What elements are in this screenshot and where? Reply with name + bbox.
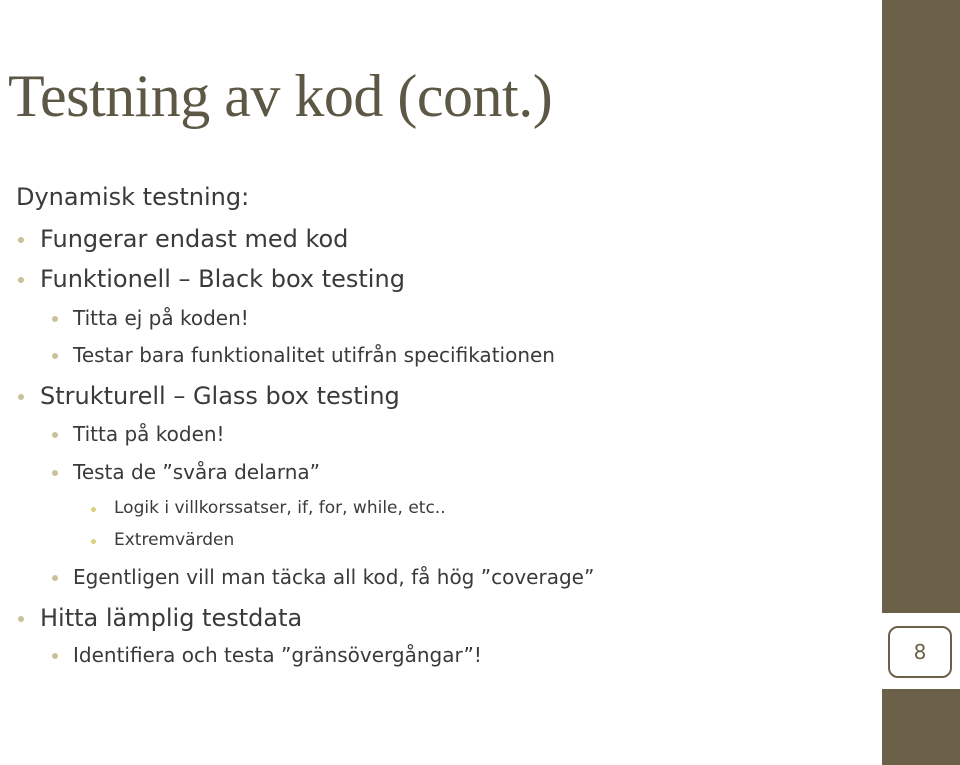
bullet-dot-icon <box>52 432 58 438</box>
bullet-line-level-3: Logik i villkorssatser, if, for, while, etc.. <box>114 498 446 518</box>
bullet-line-level-2: Testar bara funktionalitet utifrån specifikationen <box>73 343 555 367</box>
bullet-line-level-2: Titta ej på koden! <box>73 306 249 330</box>
bullet-dot-icon <box>52 653 58 659</box>
bullet-dot-icon <box>18 394 24 400</box>
page-number: 8 <box>888 626 952 678</box>
bullet-line-level-2: Egentligen vill man täcka all kod, få hög ”coverage” <box>73 565 595 589</box>
bullet-dot-icon <box>91 539 96 544</box>
bullet-dot-icon <box>18 237 24 243</box>
bullet-line-level-1: Hitta lämplig testdata <box>40 604 303 632</box>
bullet-dot-icon <box>52 316 58 322</box>
bullet-line-level-1: Funktionell – Black box testing <box>40 265 405 293</box>
slide-title: Testning av kod (cont.) <box>8 63 553 129</box>
bullet-dot-icon <box>18 616 24 622</box>
bullet-dot-icon <box>91 507 96 512</box>
bullet-line-level-1: Strukturell – Glass box testing <box>40 382 400 410</box>
bullet-dot-icon <box>18 277 24 283</box>
bullet-line-level-1: Fungerar endast med kod <box>40 225 349 253</box>
bullet-line-level-2: Identifiera och testa ”gränsövergångar”! <box>73 643 482 667</box>
bullet-line-level-2: Testa de ”svåra delarna” <box>73 460 321 484</box>
bullet-dot-icon <box>52 470 58 476</box>
bullet-line-level-2: Titta på koden! <box>73 422 225 446</box>
bullet-dot-icon <box>52 575 58 581</box>
bullet-dot-icon <box>52 353 58 359</box>
bullet-line-level-0: Dynamisk testning: <box>16 183 250 211</box>
bullet-line-level-3: Extremvärden <box>114 530 235 550</box>
